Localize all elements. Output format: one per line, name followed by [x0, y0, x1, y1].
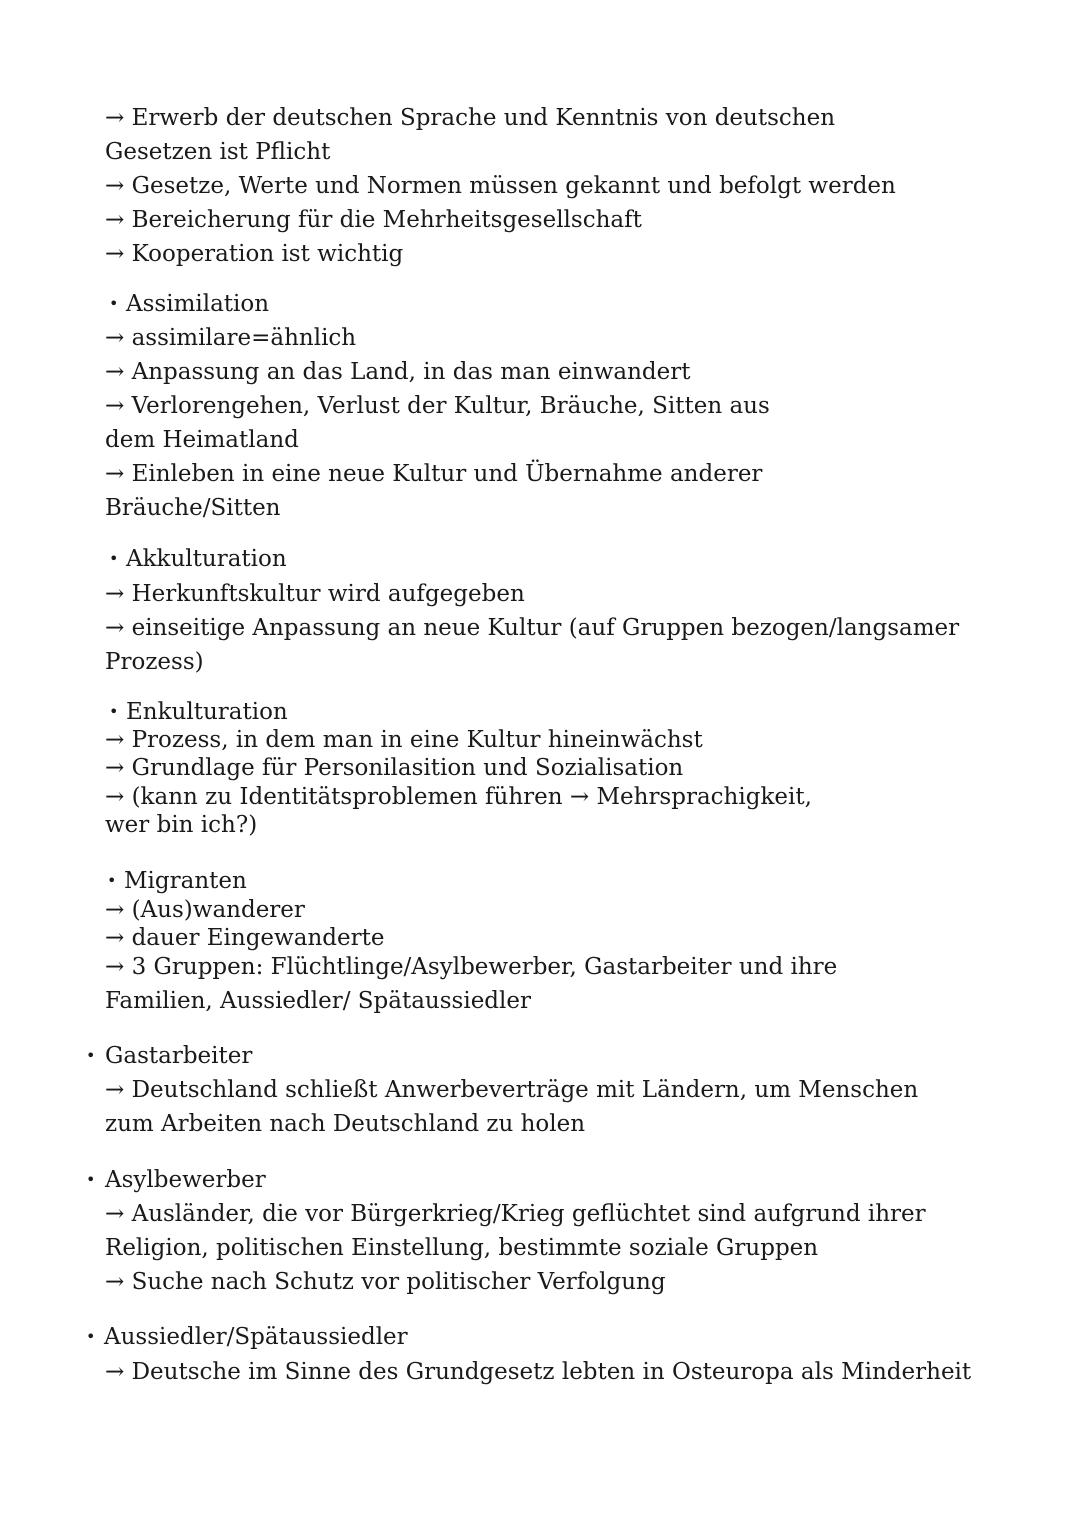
akkulturation-line-2: → einseitige Anpassung an neue Kultur (auf Gruppen bezogen/langsamer [105, 615, 960, 641]
intro-line-4: → Bereicherung für die Mehrheitsgesellschaft [105, 207, 642, 233]
gastarbeiter-line-2: zum Arbeiten nach Deutschland zu holen [105, 1111, 586, 1137]
asylbewerber-heading: Asylbewerber [105, 1167, 266, 1193]
gastarbeiter-heading: Gastarbeiter [105, 1043, 253, 1069]
aussiedler-heading: Aussiedler/Spätaussiedler [104, 1324, 408, 1350]
bullet-akkulturation: • [109, 549, 119, 568]
assimilation-line-5: → Einleben in eine neue Kultur und Übernahme anderer [105, 461, 763, 487]
migranten-line-3: → 3 Gruppen: Flüchtlinge/Asylbewerber, Gastarbeiter und ihre [105, 954, 838, 980]
enkulturation-heading: Enkulturation [126, 699, 288, 725]
bullet-assimilation: • [109, 294, 119, 313]
intro-line-5: → Kooperation ist wichtig [105, 241, 404, 267]
gastarbeiter-line-1: → Deutschland schließt Anwerbeverträge mit Ländern, um Menschen [105, 1077, 919, 1103]
aussiedler-line-1: → Deutsche im Sinne des Grundgesetz lebten in Osteuropa als Minderheit [105, 1359, 972, 1385]
assimilation-line-2: → Anpassung an das Land, in das man einwandert [105, 359, 691, 385]
bullet-aussiedler: • [86, 1327, 96, 1346]
enkulturation-line-1: → Prozess, in dem man in eine Kultur hineinwächst [105, 727, 703, 753]
migranten-heading: Migranten [124, 868, 247, 894]
assimilation-line-1: → assimilare=ähnlich [105, 325, 357, 351]
akkulturation-line-1: → Herkunftskultur wird aufgegeben [105, 581, 525, 607]
assimilation-line-4: dem Heimatland [105, 427, 299, 453]
akkulturation-heading: Akkulturation [126, 546, 287, 572]
enkulturation-line-2: → Grundlage für Personilasition und Sozialisation [105, 755, 684, 781]
assimilation-line-6: Bräuche/Sitten [105, 495, 281, 521]
migranten-line-4: Familien, Aussiedler/ Spätaussiedler [105, 988, 531, 1014]
asylbewerber-line-3: → Suche nach Schutz vor politischer Verfolgung [105, 1269, 666, 1295]
bullet-gastarbeiter: • [86, 1046, 96, 1065]
bullet-enkulturation: • [109, 702, 119, 721]
migranten-line-2: → dauer Eingewanderte [105, 925, 385, 951]
migranten-line-1: → (Aus)wanderer [105, 897, 305, 923]
akkulturation-line-3: Prozess) [105, 649, 204, 675]
asylbewerber-line-2: Religion, politischen Einstellung, bestimmte soziale Gruppen [105, 1235, 819, 1261]
enkulturation-line-3: → (kann zu Identitätsproblemen führen → Mehrsprachigkeit, [105, 784, 812, 810]
bullet-migranten: • [107, 871, 117, 890]
asylbewerber-line-1: → Ausländer, die vor Bürgerkrieg/Krieg geflüchtet sind aufgrund ihrer [105, 1201, 926, 1227]
intro-line-2: Gesetzen ist Pflicht [105, 139, 331, 165]
intro-line-1: → Erwerb der deutschen Sprache und Kenntnis von deutschen [105, 105, 836, 131]
assimilation-heading: Assimilation [126, 291, 270, 317]
bullet-asylbewerber: • [86, 1170, 96, 1189]
intro-line-3: → Gesetze, Werte und Normen müssen gekannt und befolgt werden [105, 173, 896, 199]
assimilation-line-3: → Verlorengehen, Verlust der Kultur, Bräuche, Sitten aus [105, 393, 770, 419]
enkulturation-line-4: wer bin ich?) [105, 812, 258, 838]
